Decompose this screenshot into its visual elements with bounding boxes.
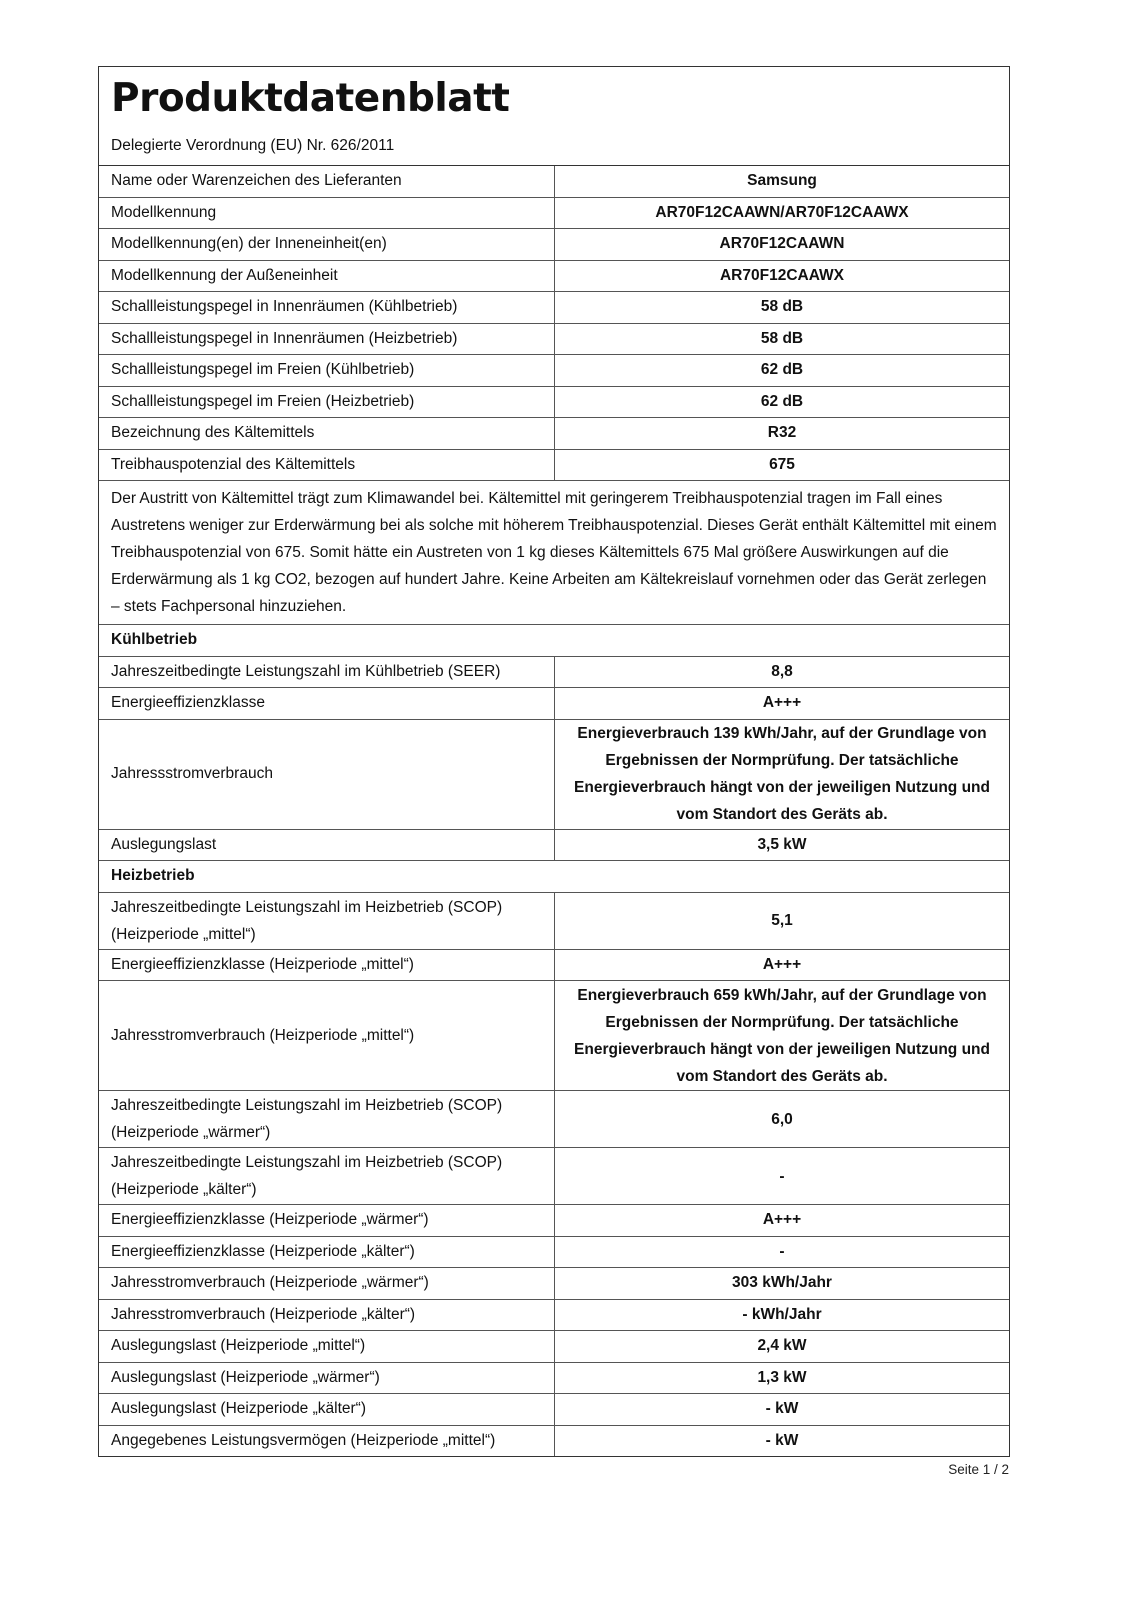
row-value: 58 dB [555, 292, 1010, 324]
row-label: Energieeffizienzklasse (Heizperiode „wärmer“) [99, 1205, 555, 1237]
section-header-cooling [99, 625, 1009, 657]
table-row [99, 166, 1009, 197]
table-row [99, 1236, 1009, 1268]
table-row [99, 1205, 1009, 1237]
row-label: Schallleistungspegel in Innenräumen (Kühlbetrieb) [99, 292, 555, 324]
table-row [99, 892, 1009, 949]
row-value: Samsung [747, 172, 817, 190]
row-value: A+++ [555, 949, 1010, 981]
regulation-reference: Delegierte Verordnung (EU) Nr. 626/2011 [111, 137, 395, 154]
table-row [99, 656, 1009, 688]
table-row [99, 1425, 1009, 1456]
section-title: Kühlbetrieb [99, 625, 1009, 657]
row-value: 8,8 [555, 656, 1010, 688]
table-row [99, 355, 1009, 387]
row-value: - [555, 1148, 1010, 1205]
row-value: 2,4 kW [555, 1331, 1010, 1363]
row-value: 62 dB [555, 386, 1010, 418]
row-label: Schallleistungspegel im Freien (Heizbetrieb) [99, 386, 555, 418]
row-value: 62 dB [555, 355, 1010, 387]
refrigerant-note-row [99, 481, 1009, 625]
table-row [99, 449, 1009, 481]
row-label: Energieeffizienzklasse (Heizperiode „kälter“) [99, 1236, 555, 1268]
row-label: Jahreszeitbedingte Leistungszahl im Kühlbetrieb (SEER) [99, 656, 555, 688]
table-row [99, 1091, 1009, 1148]
row-label: Jahreszeitbedingte Leistungszahl im Heizbetrieb (SCOP) (Heizperiode „wärmer“) [99, 1091, 555, 1148]
table-row [99, 1362, 1009, 1394]
row-value: 1,3 kW [555, 1362, 1010, 1394]
row-label: Treibhauspotenzial des Kältemittels [99, 449, 555, 481]
row-value: AR70F12CAAWX [555, 260, 1010, 292]
row-value: 303 kWh/Jahr [555, 1268, 1010, 1300]
table-row [99, 1331, 1009, 1363]
row-label: Name oder Warenzeichen des Lieferanten [99, 166, 555, 197]
table-row [99, 1148, 1009, 1205]
table-row [99, 829, 1009, 861]
row-value: - [555, 1236, 1010, 1268]
row-value: - kW [555, 1425, 1010, 1456]
row-label: Angegebenes Leistungsvermögen (Heizperiode „mittel“) [99, 1425, 555, 1456]
table-row [99, 1299, 1009, 1331]
row-value: 58 dB [555, 323, 1010, 355]
row-label: Auslegungslast [99, 829, 555, 861]
row-label: Jahreszeitbedingte Leistungszahl im Heizbetrieb (SCOP) (Heizperiode „kälter“) [99, 1148, 555, 1205]
table-row [99, 1394, 1009, 1426]
row-value: A+++ [555, 1205, 1010, 1237]
table-row [99, 719, 1009, 829]
section-title: Heizbetrieb [99, 861, 1009, 893]
row-value: 5,1 [555, 892, 1010, 949]
table-row [99, 386, 1009, 418]
row-value: Energieverbrauch 139 kWh/Jahr, auf der Grundlage von Ergebnissen der Normprüfung. Der tatsächliche Energieverbrauch hängt von der jeweiligen Nutzung und vom Standort des Geräts ab. [574, 725, 990, 823]
row-label: Modellkennung der Außeneinheit [99, 260, 555, 292]
row-label: Schallleistungspegel in Innenräumen (Heizbetrieb) [99, 323, 555, 355]
table-row [99, 981, 1009, 1091]
row-value: 675 [555, 449, 1010, 481]
table-row [99, 1268, 1009, 1300]
row-label: Jahresstromverbrauch (Heizperiode „wärmer“) [99, 1268, 555, 1300]
row-value: A+++ [555, 688, 1010, 720]
spec-table [99, 166, 1009, 1456]
refrigerant-note: Der Austritt von Kältemittel trägt zum Klimawandel bei. Kältemittel mit geringerem Treibhauspotenzial tragen im Fall eines Austretens weniger zur Erderwärmung bei als solche mit höherem Treibhauspotenzial. Dieses Gerät enthält Kältemittel mit einem Treibhauspotenzial von 675. Somit hätte ein Austreten von 1 kg dieses Kältemittels 675 Mal größere Auswirkungen auf die Erderwärmung als 1 kg CO2, bezogen auf hundert Jahre. Keine Arbeiten am Kältekreislauf vornehmen oder das Gerät zerlegen – stets Fachpersonal hinzuziehen. [99, 481, 1009, 625]
row-value: 6,0 [555, 1091, 1010, 1148]
row-label: Modellkennung(en) der Inneneinheit(en) [99, 229, 555, 261]
page-number: Seite 1 / 2 [948, 1462, 1009, 1477]
row-label: Energieeffizienzklasse [99, 688, 555, 720]
row-label: Auslegungslast (Heizperiode „wärmer“) [99, 1362, 555, 1394]
row-label: Jahresstromverbrauch (Heizperiode „kälter“) [99, 1299, 555, 1331]
table-row [99, 229, 1009, 261]
table-row [99, 292, 1009, 324]
table-row [99, 688, 1009, 720]
row-value: 3,5 kW [555, 829, 1010, 861]
row-label: Jahressstromverbrauch [99, 719, 555, 829]
table-row [99, 418, 1009, 450]
row-value: - kWh/Jahr [555, 1299, 1010, 1331]
row-value: R32 [555, 418, 1010, 450]
row-value: AR70F12CAAWN [555, 229, 1010, 261]
row-value: - kW [555, 1394, 1010, 1426]
row-label: Auslegungslast (Heizperiode „mittel“) [99, 1331, 555, 1363]
row-label: Modellkennung [99, 197, 555, 229]
section-header-heating [99, 861, 1009, 893]
page-title: Produktdatenblatt [111, 76, 510, 121]
table-row [99, 949, 1009, 981]
row-value: AR70F12CAAWN/AR70F12CAAWX [555, 197, 1010, 229]
row-label: Bezeichnung des Kältemittels [99, 418, 555, 450]
product-data-sheet [98, 66, 1010, 1457]
row-label: Jahreszeitbedingte Leistungszahl im Heizbetrieb (SCOP) (Heizperiode „mittel“) [99, 892, 555, 949]
row-label: Auslegungslast (Heizperiode „kälter“) [99, 1394, 555, 1426]
title-block [99, 67, 1009, 166]
table-row [99, 323, 1009, 355]
row-label: Energieeffizienzklasse (Heizperiode „mittel“) [99, 949, 555, 981]
table-row [99, 260, 1009, 292]
table-row [99, 197, 1009, 229]
row-value: Energieverbrauch 659 kWh/Jahr, auf der Grundlage von Ergebnissen der Normprüfung. Der tatsächliche Energieverbrauch hängt von der jeweiligen Nutzung und vom Standort des Geräts ab. [574, 986, 990, 1085]
row-label: Schallleistungspegel im Freien (Kühlbetrieb) [99, 355, 555, 387]
row-label: Jahresstromverbrauch (Heizperiode „mittel“) [99, 981, 555, 1091]
